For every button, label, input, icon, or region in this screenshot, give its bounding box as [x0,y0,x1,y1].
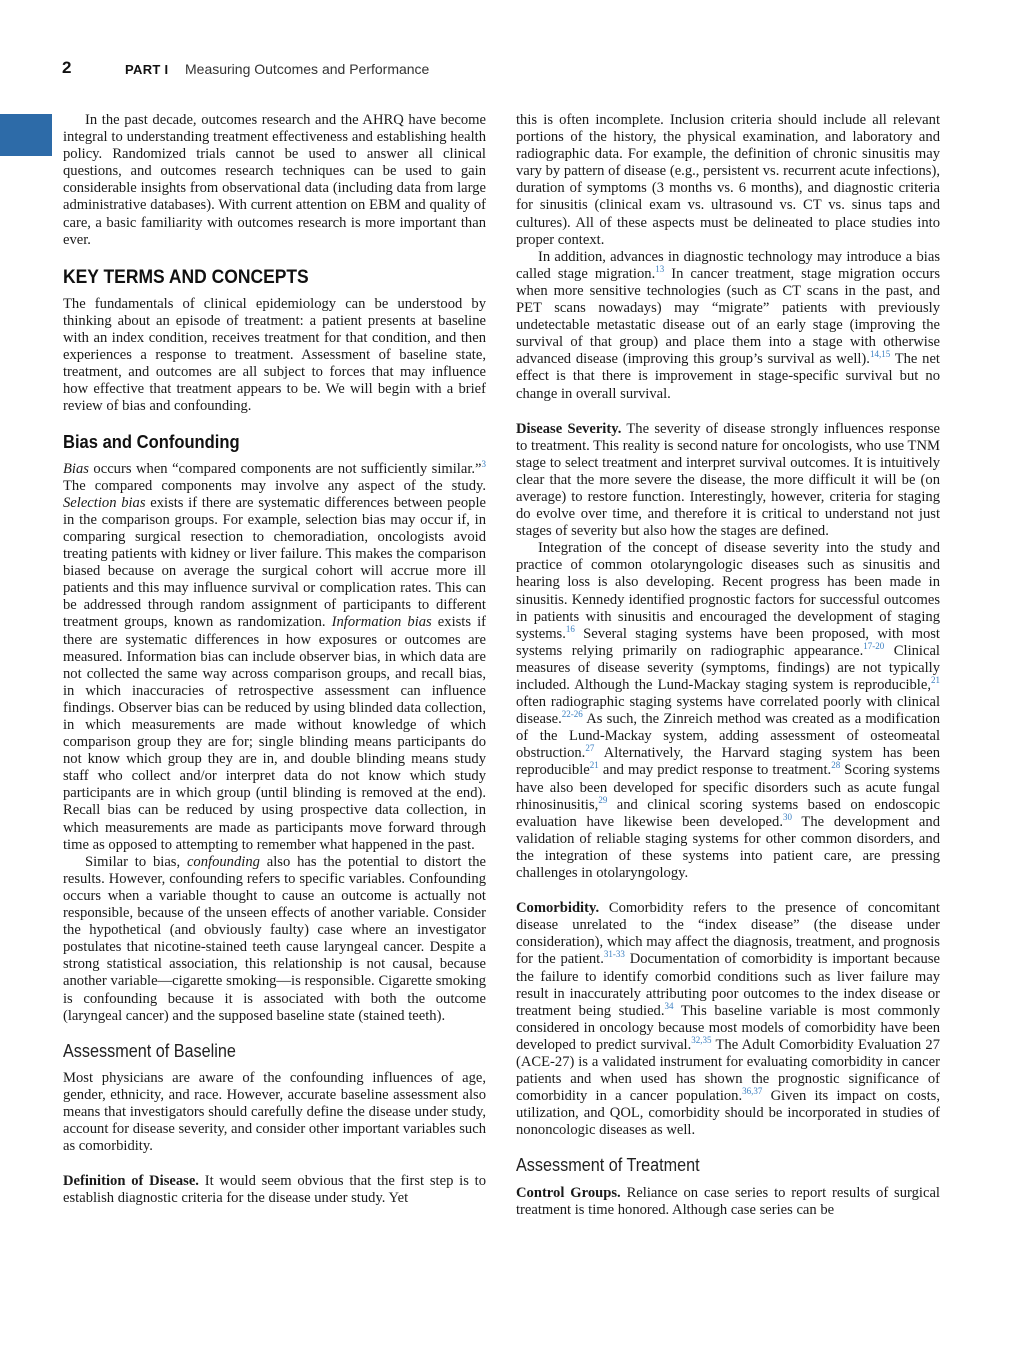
part-label: PART I [125,62,169,77]
term-confounding: confounding [186,853,260,870]
text-span: It would seem obvious that the first step is to establish diagnostic criteria for the disease under study. Yet [63,1173,486,1207]
runin-comorbidity: Comorbidity. [516,900,600,917]
citation-ref[interactable]: 31-33 [603,949,625,960]
citation-ref[interactable]: 22-26 [561,709,583,720]
text-span: Clinical measures of disease severity (symptoms, findings) are not typically included. Although the Lund-Mackay staging system is reproducible, [516,642,940,693]
right-column [516,112,940,1219]
text-span: The development and validation of reliable staging systems for other common disorders, and the integration of these systems into patient care, are pressing challenges in otolaryngology. [516,813,940,882]
page-number: 2 [62,58,72,77]
text-span: Several staging systems have been proposed, with most systems relying primarily on radiographic appearance. [516,625,940,659]
citation-ref[interactable]: 34 [664,1000,674,1011]
text-span: The net effect is that there is improvement in stage-specific survival but no change in overall survival. [516,351,940,402]
text-span: Comorbidity refers to the presence of concomitant disease unrelated to the “index disease” (the disease under consideration), which may affect the diagnosis, treatment, and prognosis for the patient. [516,900,940,968]
text-span: This baseline variable is most commonly considered in oncology because most models of comorbidity have been developed to predict survival. [516,1002,940,1053]
paragraph-continued: this is often incomplete. Inclusion criteria should include all relevant portions of the history, the physical examination, and laboratory and radiographic data. For example, the definition of chronic sinusitis may vary by pattern of disease (e.g., persistent vs. recurrent acute infections), duration of symptoms (3 months vs. 6 months), and diagnostic criteria for sinusitis (clinical exam vs. ultrasound vs. CT vs. sinus taps and cultures). All of these aspects must be delineated to place studies into proper context. [516,112,940,248]
citation-ref[interactable]: 21 [931,675,940,686]
text-span: and may predict response to treatment. [598,762,832,779]
citation-ref[interactable]: 3 [481,458,486,469]
heading-key-terms: KEY TERMS AND CONCEPTS [63,266,309,288]
citation-ref[interactable]: 36,37 [742,1086,763,1097]
citation-ref[interactable]: 30 [782,811,792,822]
paragraph-key-terms: The fundamentals of clinical epidemiology can be understood by thinking about an episode of treatment: a patient presents at baseline with an index condition, receives treatment for that condition, and then experiences a response to treatment. Assessment of baseline state, treatment, and outcomes are all subject to forces that may influence how effective that treatment appears to be. We will begin with a brief review of bias and confounding. [63,295,486,415]
paragraph-confounding [63,854,486,1025]
paragraph-disease-severity [516,421,940,541]
text-span: The Adult Comorbidity Evaluation 27 (ACE-27) is a validated instrument for evaluating comorbidity in cancer patients and when used has shown the prognostic significance of comorbidity in a cancer population. [516,1036,940,1105]
text-span: The compared components may involve any aspect of the study. [63,477,486,494]
citation-ref[interactable]: 21 [589,760,599,771]
paragraph-integration [516,540,940,882]
citation-ref[interactable]: 32,35 [691,1035,712,1046]
citation-ref[interactable]: 29 [598,794,608,805]
text-span: In addition, advances in diagnostic technology may introduce a bias called stage migration. [516,248,940,282]
citation-ref[interactable]: 14,15 [869,349,891,360]
text-span: In cancer treatment, stage migration occurs when more sensitive technologies (such as CT scans in the past, and PET scans nowadays) may “migrate” patients with previously undetectable metastatic disease out of an early stage (improving the survival of that group) and place them into a stage with otherwise advanced disease (improving this group’s survival as well). [516,265,940,368]
chapter-tab-marker [0,114,52,156]
text-span: Reliance on case series to report results of surgical treatment is time honored. Although case series can be [516,1184,940,1218]
left-column [63,112,486,1207]
paragraph-control-groups [516,1185,940,1219]
runin-disease-severity: Disease Severity. [516,420,622,437]
runin-definition-disease: Definition of Disease. [63,1173,199,1190]
part-title: Measuring Outcomes and Performance [185,61,430,77]
paragraph-intro: In the past decade, outcomes research and the AHRQ have become integral to understanding treatment effectiveness and establishing health policy. Randomized trials cannot be used to answer all clinical questions, and outcomes research techniques can be used to gain considerable insights from observational data (including data from large administrative databases). With current attention on EBM and quality of care, a basic familiarity with outcomes research is more important than ever. [63,112,486,248]
text-span: The severity of disease strongly influences response to treatment. This reality is second nature for oncologists, who use TNM stage to select treatment and interpret survival outcomes. It is intuitively clear that the more severe the disease, the more difficult it will be (on average) to restore function. Interestingly, however, criteria for staging do evolve over time, and therefore it is critical to understand not just stages of severity but also how the stages are defined. [516,420,940,540]
term-information-bias: Information bias [331,614,432,631]
text-span: Similar to bias, [85,853,187,870]
heading-assessment-treatment: Assessment of Treatment [516,1155,700,1176]
text-span: also has the potential to distort the results. However, confounding refers to specific variables. Confounding occurs when a variable thought to cause an outcome is actually not responsible, because of the unseen effects of another variable. Consider the hypothetical (and obviously faulty) case where an investigator postulates that nicotine-stained teeth cause laryngeal cancer. Despite a strong statistical association, this relationship is not causal, because another variable—cigarette smoking—is responsible. Cigarette smoking is confounding because it is associated with both the outcome (laryngeal cancer) and the supposed baseline state (stained teeth). [63,853,486,1024]
text-span: occurs when “compared components are not sufficiently similar.” [88,460,482,477]
text-span: Scoring systems have also been developed for specific disorders such as acute fungal rhinosinusitis, [516,762,940,813]
text-span: Given its impact on costs, utilization, and QOL, comorbidity should be incorporated in studies of nononcologic diseases as well. [516,1088,940,1139]
text-span: exists if there are systematic differences between people in the comparison groups. For example, selection bias may occur if, in comparing surgical resection to chemoradiation, oncologists avoid treating patients with kidney or liver failure. This makes the comparison biased because on average the surgical cohort will accrue more ill patients and this may influence survival or complication rates. This can be addressed through random assignment of participants to different treatment groups, known as randomization. [63,494,486,631]
term-bias: Bias [63,460,89,477]
term-selection-bias: Selection bias [63,494,146,511]
citation-ref[interactable]: 16 [565,623,575,634]
paragraph-stage-migration [516,249,940,403]
text-span: Documentation of comorbidity is important because the failure to identify comorbid conditions such as liver failure may result in inaccurately attributing poor outcomes to the index disease or treatment being studied. [516,951,940,1019]
text-span: exists if there are systematic differences in how exposures or outcomes are measured. Information bias can include observer bias, in which data are not collected the same way across comparison groups, and recall bias, in which inaccuracies of retrospective assessment can influence findings. Observer bias can be reduced by using blinded data collection, in which measurements are made without knowledge of which comparison group they are for; single blinding means participants do not know which group they are in, and double blinding means study staff who collect and/or interpret data do not know which study participants are in which group (until blinding is removed at the end). Recall bias can be reduced by using prospective data collection, in which measurements are made as participants move forward through time as opposed to attempting to remember what happened in the past. [63,614,487,853]
citation-ref[interactable]: 27 [585,743,595,754]
heading-bias-confounding: Bias and Confounding [63,431,240,452]
paragraph-baseline: Most physicians are aware of the confounding influences of age, gender, ethnicity, and race. However, accurate baseline assessment also means that investigators should carefully define the disease under study, account for disease severity, and consider other important variables such as comorbidity. [63,1069,486,1155]
text-span: Alternatively, the Harvard staging system has been reproducible [516,745,940,779]
paragraph-comorbidity [516,900,940,1139]
text-span: As such, the Zinreich method was created as a modification of the Lund-Mackay system, adding assessment of osteomeatal obstruction. [516,711,940,762]
citation-ref[interactable]: 28 [831,760,841,771]
citation-ref[interactable]: 13 [655,263,665,274]
paragraph-bias [63,458,487,854]
citation-ref[interactable]: 17-20 [863,640,885,651]
runin-control-groups: Control Groups. [516,1184,621,1201]
paragraph-definition-disease [63,1173,486,1207]
text-span: Integration of the concept of disease severity into the study and practice of common otolaryngologic diseases such as sinusitis and hearing loss is also developing. Recent progress has been made in sinusitis. Kennedy identified prognostic factors for successful outcomes in patients with sinusitis and encouraged the development of staging systems. [516,540,940,642]
heading-assessment-baseline: Assessment of Baseline [63,1040,236,1061]
text-span: and clinical scoring systems based on endoscopic evaluation have likewise been developed. [516,796,940,830]
text-span: often radiographic staging systems have correlated poorly with clinical disease. [516,694,940,728]
